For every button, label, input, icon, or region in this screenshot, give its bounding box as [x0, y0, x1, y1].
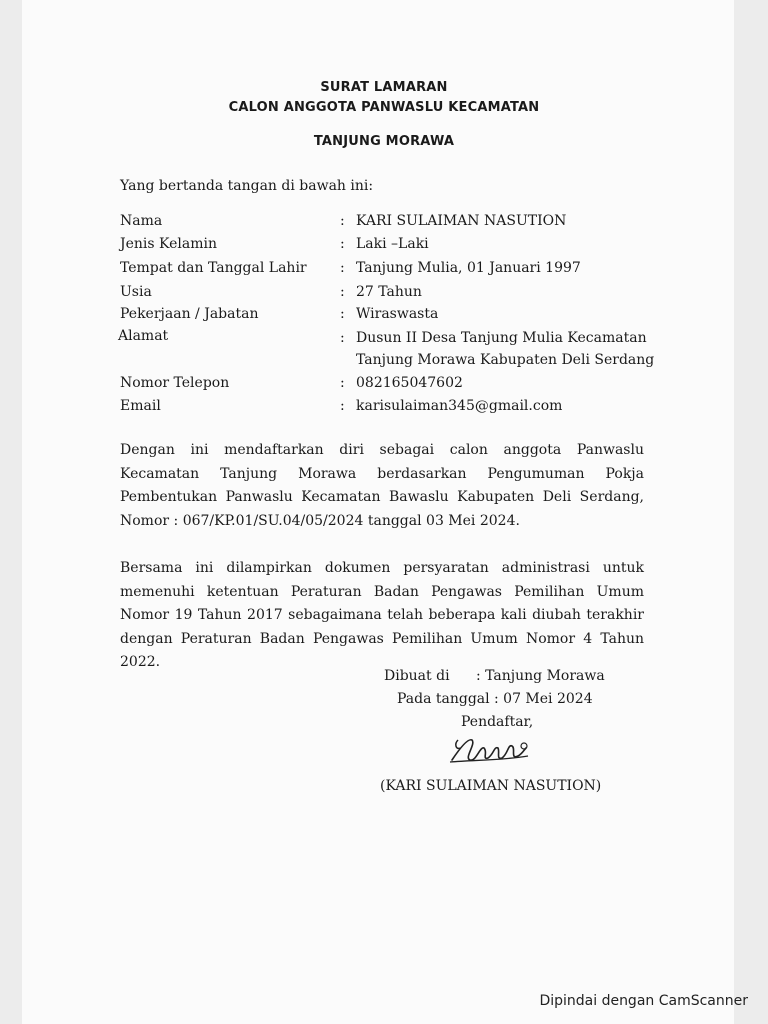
doc-title: SURAT LAMARAN: [320, 80, 448, 95]
field-value-ttl: Tanjung Mulia, 01 Januari 1997: [356, 260, 581, 276]
field-label-nama: Nama: [120, 213, 163, 229]
field-value-jenis-kelamin: Laki –Laki: [356, 236, 429, 252]
intro-text: Yang bertanda tangan di bawah ini:: [120, 178, 374, 194]
place-label: Dibuat di: [384, 668, 450, 684]
colon: :: [340, 330, 345, 346]
role-label: Pendaftar,: [461, 714, 534, 730]
date-value: : 07 Mei 2024: [494, 691, 593, 707]
field-label-usia: Usia: [120, 284, 152, 300]
field-value-usia: 27 Tahun: [356, 284, 422, 300]
doc-title-line3: TANJUNG MORAWA: [313, 134, 455, 149]
date-label: Pada tanggal: [397, 691, 490, 707]
colon: :: [340, 375, 345, 391]
field-value-pekerjaan: Wiraswasta: [356, 306, 439, 322]
paragraph-attachment: Bersama ini dilampirkan dokumen persyaratan administrasi untuk memenuhi ketentuan Peraturan Badan Pengawas Pemilihan Umum Nomor 19 Tahun 2017 sebagaimana telah beberapa kali diubah terakhir dengan Peraturan Badan Pengawas Pemilihan Umum Nomor 4 Tahun 2022.: [120, 560, 644, 670]
field-label-alamat: Alamat: [118, 328, 169, 344]
signatory-name: (KARI SULAIMAN NASUTION): [380, 778, 602, 794]
field-label-telepon: Nomor Telepon: [120, 375, 230, 391]
colon: :: [340, 236, 345, 252]
field-value-telepon: 082165047602: [356, 375, 463, 391]
field-value-nama: KARI SULAIMAN NASUTION: [356, 213, 567, 229]
colon: :: [340, 284, 345, 300]
place-value: : Tanjung Morawa: [476, 668, 605, 684]
field-label-ttl: Tempat dan Tanggal Lahir: [120, 260, 307, 276]
doc-title-line2: CALON ANGGOTA PANWASLU KECAMATAN: [228, 100, 540, 115]
field-value-alamat: Dusun II Desa Tanjung Mulia Kecamatan: [356, 330, 647, 346]
colon: :: [340, 306, 345, 322]
scanner-watermark: Dipindai dengan CamScanner: [539, 993, 748, 1009]
field-value-alamat-line2: Tanjung Morawa Kabupaten Deli Serdang: [356, 352, 655, 368]
colon: :: [340, 213, 345, 229]
handwritten-signature: [446, 730, 536, 774]
paragraph-registration: Dengan ini mendaftarkan diri sebagai calon anggota Panwaslu Kecamatan Tanjung Morawa berdasarkan Pengumuman Pokja Pembentukan Panwaslu Kecamatan Bawaslu Kabupaten Deli Serdang, Nomor : 067/KP.01/SU.04/05/2024 tanggal 03 Mei 2024.: [120, 442, 644, 529]
field-label-email: Email: [120, 398, 161, 414]
colon: :: [340, 260, 345, 276]
colon: :: [340, 398, 345, 414]
field-label-jenis-kelamin: Jenis Kelamin: [120, 236, 217, 252]
field-value-email: karisulaiman345@gmail.com: [356, 398, 563, 414]
field-label-pekerjaan: Pekerjaan / Jabatan: [120, 306, 259, 322]
